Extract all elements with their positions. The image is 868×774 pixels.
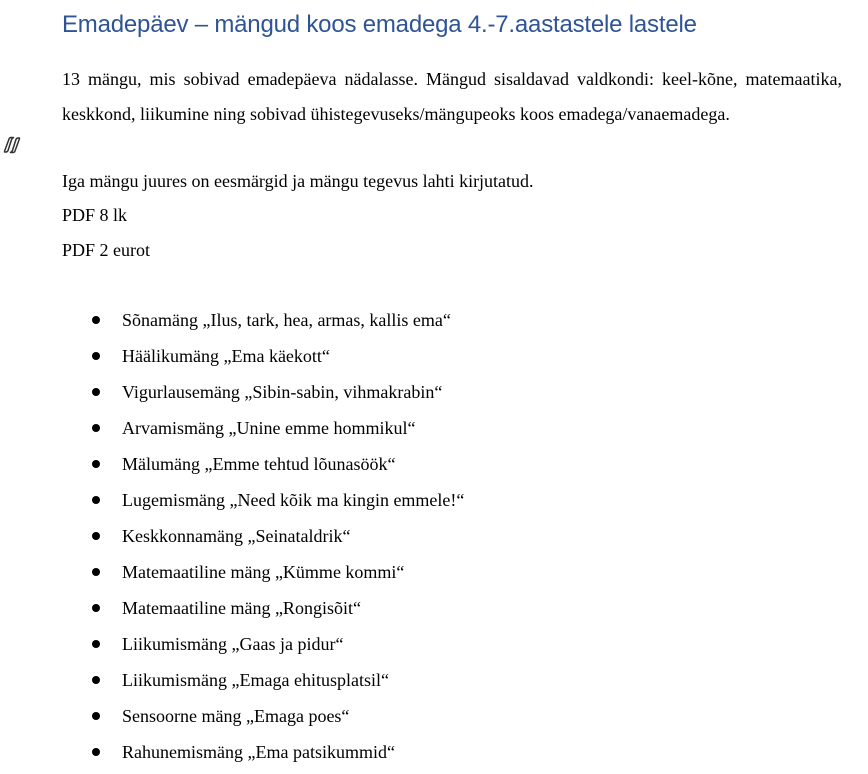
bullet-icon	[92, 316, 100, 324]
game-label: Sõnamäng „Ilus, tark, hea, armas, kallis ema“	[122, 310, 451, 330]
game-label: Arvamismäng „Unine emme hommikul“	[122, 418, 416, 438]
game-label: Liikumismäng „Gaas ja pidur“	[122, 634, 344, 654]
game-label: Lugemismäng „Need kõik ma kingin emmele!“	[122, 490, 465, 510]
game-label: Matemaatiline mäng „Rongisõit“	[122, 598, 361, 618]
goals-line: Iga mängu juures on eesmärgid ja mängu tegevus lahti kirjutatud.	[62, 171, 534, 191]
bullet-icon	[92, 424, 100, 432]
pages-line: PDF 8 lk	[62, 205, 128, 225]
game-label: Rahunemismäng „Ema patsikummid“	[122, 742, 395, 762]
game-label: Matemaatiline mäng „Kümme kommi“	[122, 562, 405, 582]
bullet-icon	[92, 388, 100, 396]
page-title: Emadepäev – mängud koos emadega 4.-7.aastastele lastele	[62, 11, 697, 38]
game-label: Liikumismäng „Emaga ehitusplatsil“	[122, 670, 389, 690]
bullet-icon	[92, 568, 100, 576]
bullet-icon	[92, 676, 100, 684]
price-line: PDF 2 eurot	[62, 240, 151, 260]
bullet-icon	[92, 712, 100, 720]
bullet-icon	[92, 352, 100, 360]
game-label: Vigurlausemäng „Sibin-sabin, vihmakrabin“	[122, 382, 443, 402]
game-label: Sensoorne mäng „Emaga poes“	[122, 706, 350, 726]
bullet-icon	[92, 496, 100, 504]
bullet-icon	[92, 604, 100, 612]
game-label: Mälumäng „Emme tehtud lõunasöök“	[122, 454, 396, 474]
bullet-icon	[92, 532, 100, 540]
game-label: Keskkonnamäng „Seinataldrik“	[122, 526, 351, 546]
game-label: Häälikumäng „Ema käekott“	[122, 346, 330, 366]
bullet-icon	[92, 460, 100, 468]
copilot-icon[interactable]	[1, 134, 23, 156]
bullet-icon	[92, 748, 100, 756]
bullet-icon	[92, 640, 100, 648]
intro-paragraph: 13 mängu, mis sobivad emadepäeva nädalasse. Mängud sisaldavad valdkondi: keel-kõne, matemaatika, keskkond, liikumine ning sobivad ühistegevuseks/mängupeoks koos emadega/vanaemadega.	[62, 69, 842, 124]
